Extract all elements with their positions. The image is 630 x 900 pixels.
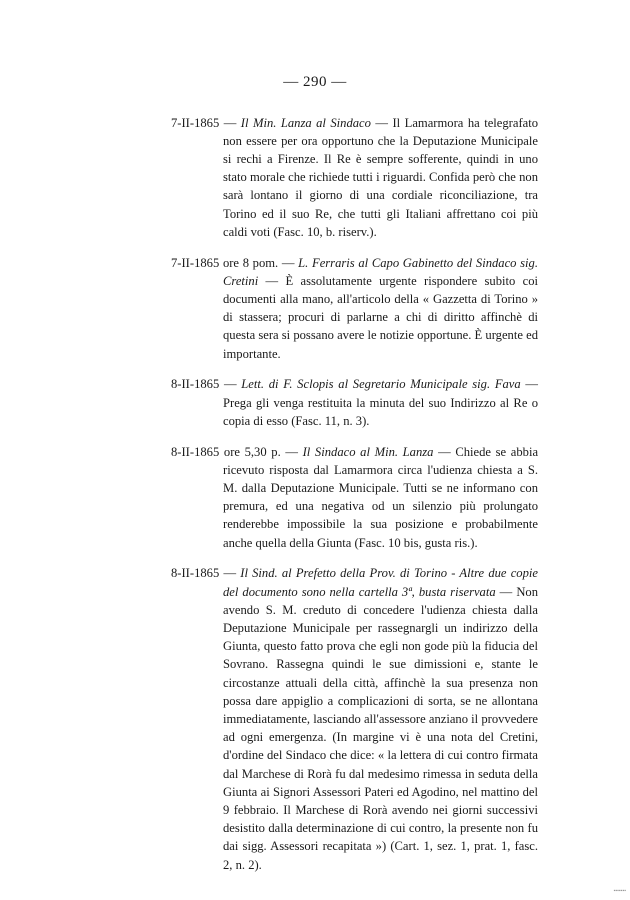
entry-5 — [171, 564, 538, 873]
entry-text: Chiede se abbia ricevuto risposta dal Lamarmora circa l'udienza chiesta a S. M. dalla Deputazione Municipale. Tutti se ne informano con premura, ed una negativa od un silenzio più prolungato renderebbe impossibile la sua posizione e probabilmente anche quella della Giunta (Fasc. 10 bis, gusta ris.). — [223, 444, 539, 550]
entry-date: 8-II-1865 — [171, 566, 220, 581]
entry-text: Il Lamarmora ha telegrafato non essere per ora opportuno che la Deputazione Municipale si rechi a Firenze. Il Re è sempre sofferente, quindi in uno stato morale che richiede tutti i riguardi. Confida però che non sarà lontano il giorno di una cordiale riconciliazione, tra Torino ed il suo Re, che tutti gli Italiani affrettano coi più caldi voti (Fasc. 10, b. riserv.). — [223, 115, 539, 239]
entry-heading: Lett. di F. Sclopis al Segretario Municipale sig. Fava — [241, 377, 521, 392]
entry-text: Prega gli venga restituita la minuta del suo Indirizzo al Re o copia di esso (Fasc. 11, n. 3). — [223, 395, 538, 428]
entry-time: ore 5,30 p. — [219, 444, 281, 459]
entry-heading: Il Sind. al Prefetto della Prov. di Torino - Altre due copie del documento sono nella cartella 3ª, busta riservata — [223, 566, 538, 599]
page-number: — 290 — — [283, 74, 347, 90]
entry-date: 8-II-1865 — [171, 377, 220, 392]
entry-separator: — — [219, 115, 241, 130]
entry-separator: — — [520, 377, 539, 392]
entry-separator: — — [433, 444, 456, 459]
entry-time: ore 8 pom. — [219, 255, 279, 270]
entry-text: Non avendo S. M. creduto di concedere l'udienza chiesta dalla Deputazione Municipale per rassegnargli un indirizzo della Giunta, questo fatto prova che egli non gode più la fiducia del Sovrano. Rassegna quindi le sue dimissioni e, stante le circostanze attuali della città, affinchè la sua presenza non possa dare appiglio a complicazioni di sorta, se ne allontana immediatamente, lasciando all'assessore anziano il provvedere ad ogni emergenza. (In margine vi è una nota del Cretini, d'ordine del Sindaco che dice: « la lettera di cui contro firmata dal Marchese di Rorà fu dal medesimo rimessa in seduta della Giunta ai Signori Assessori Pateri ed Agodino, nel mattino del 9 febbraio. Il Marchese di Rorà avendo nei giorni successivi desistito dalla determinazione di cui contro, la presente non fu dai sigg. Assessori recapitata ») (Cart. 1, sez. 1, prat. 1, fasc. 2, n. 2). — [223, 584, 539, 872]
entries-list — [171, 101, 538, 883]
entry-1 — [171, 114, 538, 241]
entry-date: 7-II-1865 — [171, 255, 220, 270]
entry-date: 7-II-1865 — [171, 115, 220, 130]
entry-separator: — — [219, 377, 242, 392]
entry-4 — [171, 443, 538, 552]
entry-separator: — — [280, 444, 303, 459]
entry-2 — [171, 254, 538, 363]
entry-separator: — — [370, 115, 393, 130]
scan-watermark: ▪▪▪▪▪▪▪ — [613, 888, 626, 894]
entry-heading: L. Ferraris al Capo Gabinetto del Sindaco sig. Cretini — [223, 255, 538, 288]
entry-heading: Il Sindaco al Min. Lanza — [302, 444, 434, 459]
entry-3 — [171, 375, 538, 430]
entry-date: 8-II-1865 — [171, 444, 220, 459]
entry-separator: — — [278, 255, 299, 270]
entry-separator: — — [495, 584, 517, 599]
entry-text: È assolutamente urgente rispondere subito coi documenti alla mano, all'articolo della « Gazzetta di Torino » di stassera; procuri di parlarne a chi di diritto affinchè di questa sera si possano avere le notizie opportune. È urgente ed importante. — [223, 273, 538, 361]
entry-separator: — — [258, 273, 286, 288]
entry-heading: Il Min. Lanza al Sindaco — [240, 115, 371, 130]
entry-separator: — — [219, 566, 241, 581]
